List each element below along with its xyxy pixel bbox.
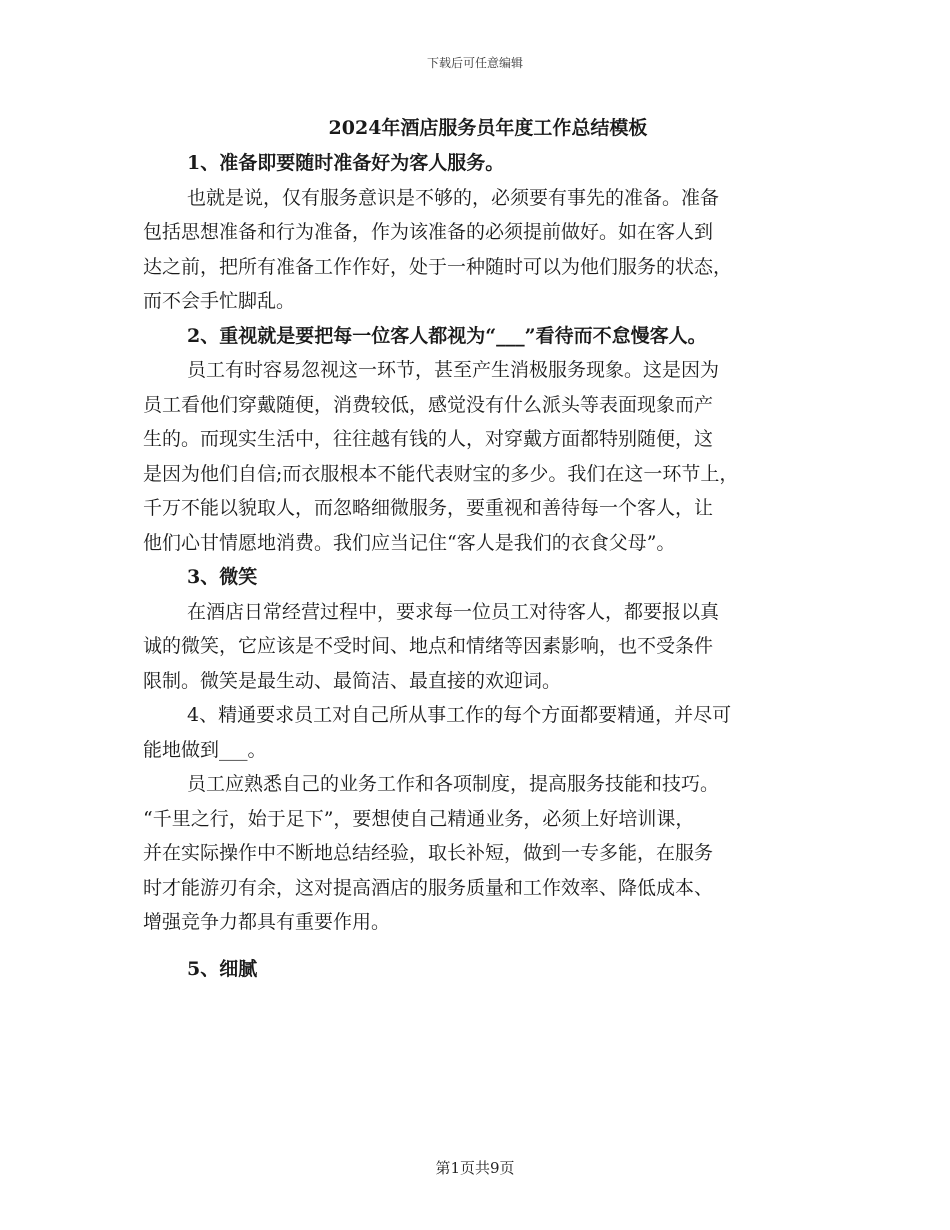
body-text-line: 并在实际操作中不断地总结经验，取长补短，做到一专多能，在服务 — [143, 842, 714, 864]
body-text-line: 他们心甘情愿地消费。我们应当记住“客人是我们的衣食父母”。 — [143, 531, 676, 554]
body-text-line: 能地做到___。 — [143, 738, 267, 761]
document-title: 2024年酒店服务员年度工作总结模板 — [328, 117, 648, 139]
body-text-line: 限制。微笑是最生动、最简洁、最直接的欢迎词。 — [143, 669, 562, 692]
body-text-line: 员工应熟悉自己的业务工作和各项制度，提高服务技能和技巧。 — [187, 773, 720, 795]
section-heading-line: 1、准备即要随时准备好为客人服务。 — [187, 152, 505, 174]
document-body — [143, 112, 813, 986]
body-text-line: 是因为他们自信;而衣服根本不能代表财宝的多少。我们在这一环节上， — [143, 462, 739, 485]
body-text-line: 4、精通要求员工对自己所从事工作的每个方面都要精通，并尽可 — [187, 704, 732, 726]
section-heading-line: 2、重视就是要把每一位客人都视为“___”看待而不怠慢客人。 — [187, 324, 707, 347]
section-heading-line: 3、微笑 — [187, 566, 258, 588]
body-text-line: “千里之行，始于足下”，要想使自己精通业务，必须上好培训课， — [143, 807, 695, 830]
body-text-line: 时才能游刃有余，这对提高酒店的服务质量和工作效率、降低成本、 — [143, 876, 714, 899]
body-text-line: 千万不能以貌取人，而忽略细微服务，要重视和善待每一个客人，让 — [143, 497, 714, 519]
body-text-line: 也就是说，仅有服务意识是不够的，必须要有事先的准备。准备 — [187, 186, 720, 209]
body-text-line: 而不会手忙脚乱。 — [143, 290, 296, 312]
section-heading-line: 5、细腻 — [187, 957, 258, 980]
body-text-line: 员工有时容易忽视这一环节，甚至产生消极服务现象。这是因为 — [187, 359, 720, 381]
body-text-line: 增强竞争力都具有重要作用。 — [143, 911, 391, 933]
body-text-line: 包括思想准备和行为准备，作为该准备的必须提前做好。如在客人到 — [143, 221, 714, 243]
body-text-line: 达之前，把所有准备工作作好，处于一种随时可以为他们服务的状态， — [143, 255, 733, 278]
paragraph-spacer — [143, 940, 813, 952]
page-number: 第1页共9页 — [435, 1159, 515, 1177]
page-header-note: 下载后可任意编辑 — [426, 56, 523, 70]
body-text-line: 诚的微笑，它应该是不受时间、地点和情绪等因素影响，也不受条件 — [143, 635, 714, 657]
body-text-line: 生的。而现实生活中，往往越有钱的人，对穿戴方面都特别随便，这 — [143, 428, 714, 450]
body-text-line: 员工看他们穿戴随便，消费较低，感觉没有什么派头等表面现象而产 — [143, 393, 714, 416]
body-text-line: 在酒店日常经营过程中，要求每一位员工对待客人，都要报以真 — [187, 600, 720, 623]
document-lines — [143, 146, 813, 986]
